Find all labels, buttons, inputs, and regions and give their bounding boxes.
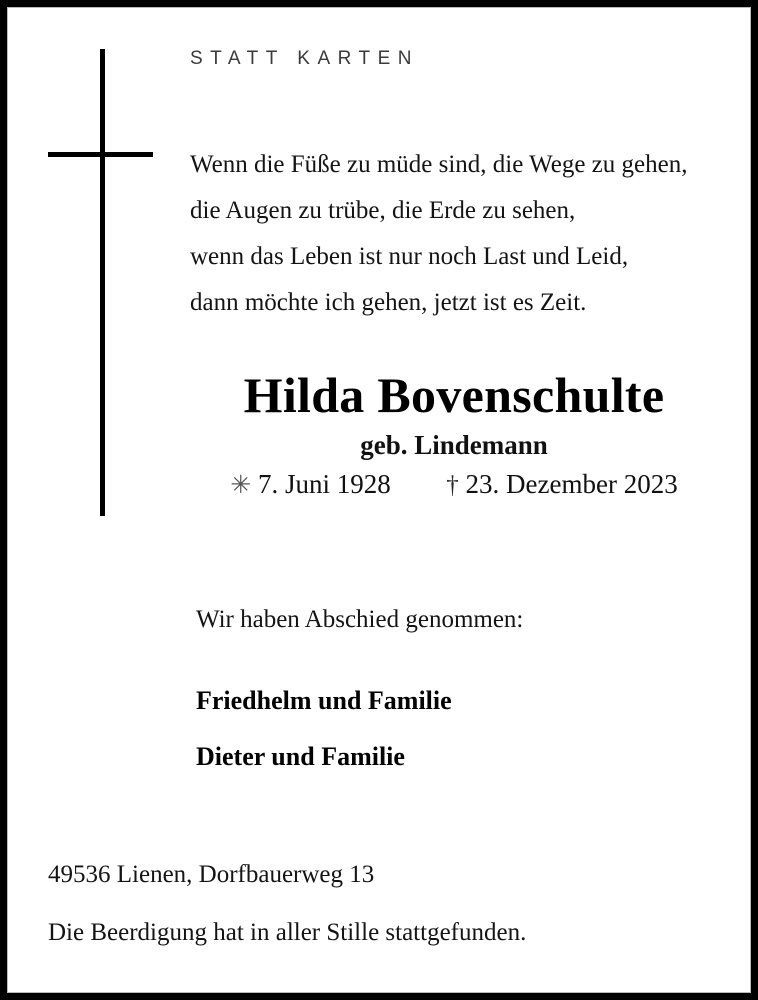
mourners-list bbox=[196, 673, 716, 785]
birth-asterisk-icon: ✳ bbox=[230, 472, 252, 499]
mourner-item: Dieter und Familie bbox=[196, 742, 405, 771]
death-dagger-icon: † bbox=[446, 472, 459, 499]
cross-crossbar bbox=[48, 152, 153, 157]
farewell-heading: Wir haben Abschied genommen: bbox=[196, 606, 524, 633]
christian-cross-icon bbox=[8, 8, 178, 528]
poem-line: Wenn die Füße zu müde sind, die Wege zu gehen, bbox=[190, 151, 688, 178]
statt-karten-label: STATT KARTEN bbox=[190, 48, 420, 69]
notice-inner-frame bbox=[7, 7, 751, 993]
memorial-poem bbox=[190, 142, 720, 326]
death-date: 23. Dezember 2023 bbox=[465, 469, 678, 499]
poem-line: wenn das Leben ist nur noch Last und Leid, bbox=[190, 243, 629, 270]
address-line: 49536 Lienen, Dorfbauerweg 13 bbox=[48, 861, 375, 888]
poem-line: dann möchte ich gehen, jetzt ist es Zeit. bbox=[190, 289, 587, 316]
birth-date: 7. Juni 1928 bbox=[258, 469, 391, 499]
deceased-full-name: Hilda Bovenschulte bbox=[243, 367, 665, 423]
deceased-maiden-name: geb. Lindemann bbox=[360, 430, 548, 460]
mourner-item: Friedhelm und Familie bbox=[196, 686, 452, 715]
poem-line: die Augen zu trübe, die Erde zu sehen, bbox=[190, 197, 576, 224]
cross-stem bbox=[100, 49, 105, 516]
life-dates bbox=[190, 467, 718, 503]
notice-footer bbox=[48, 846, 728, 962]
funeral-note: Die Beerdigung hat in aller Stille stattgefunden. bbox=[48, 919, 527, 946]
deceased-name-block bbox=[190, 366, 718, 503]
